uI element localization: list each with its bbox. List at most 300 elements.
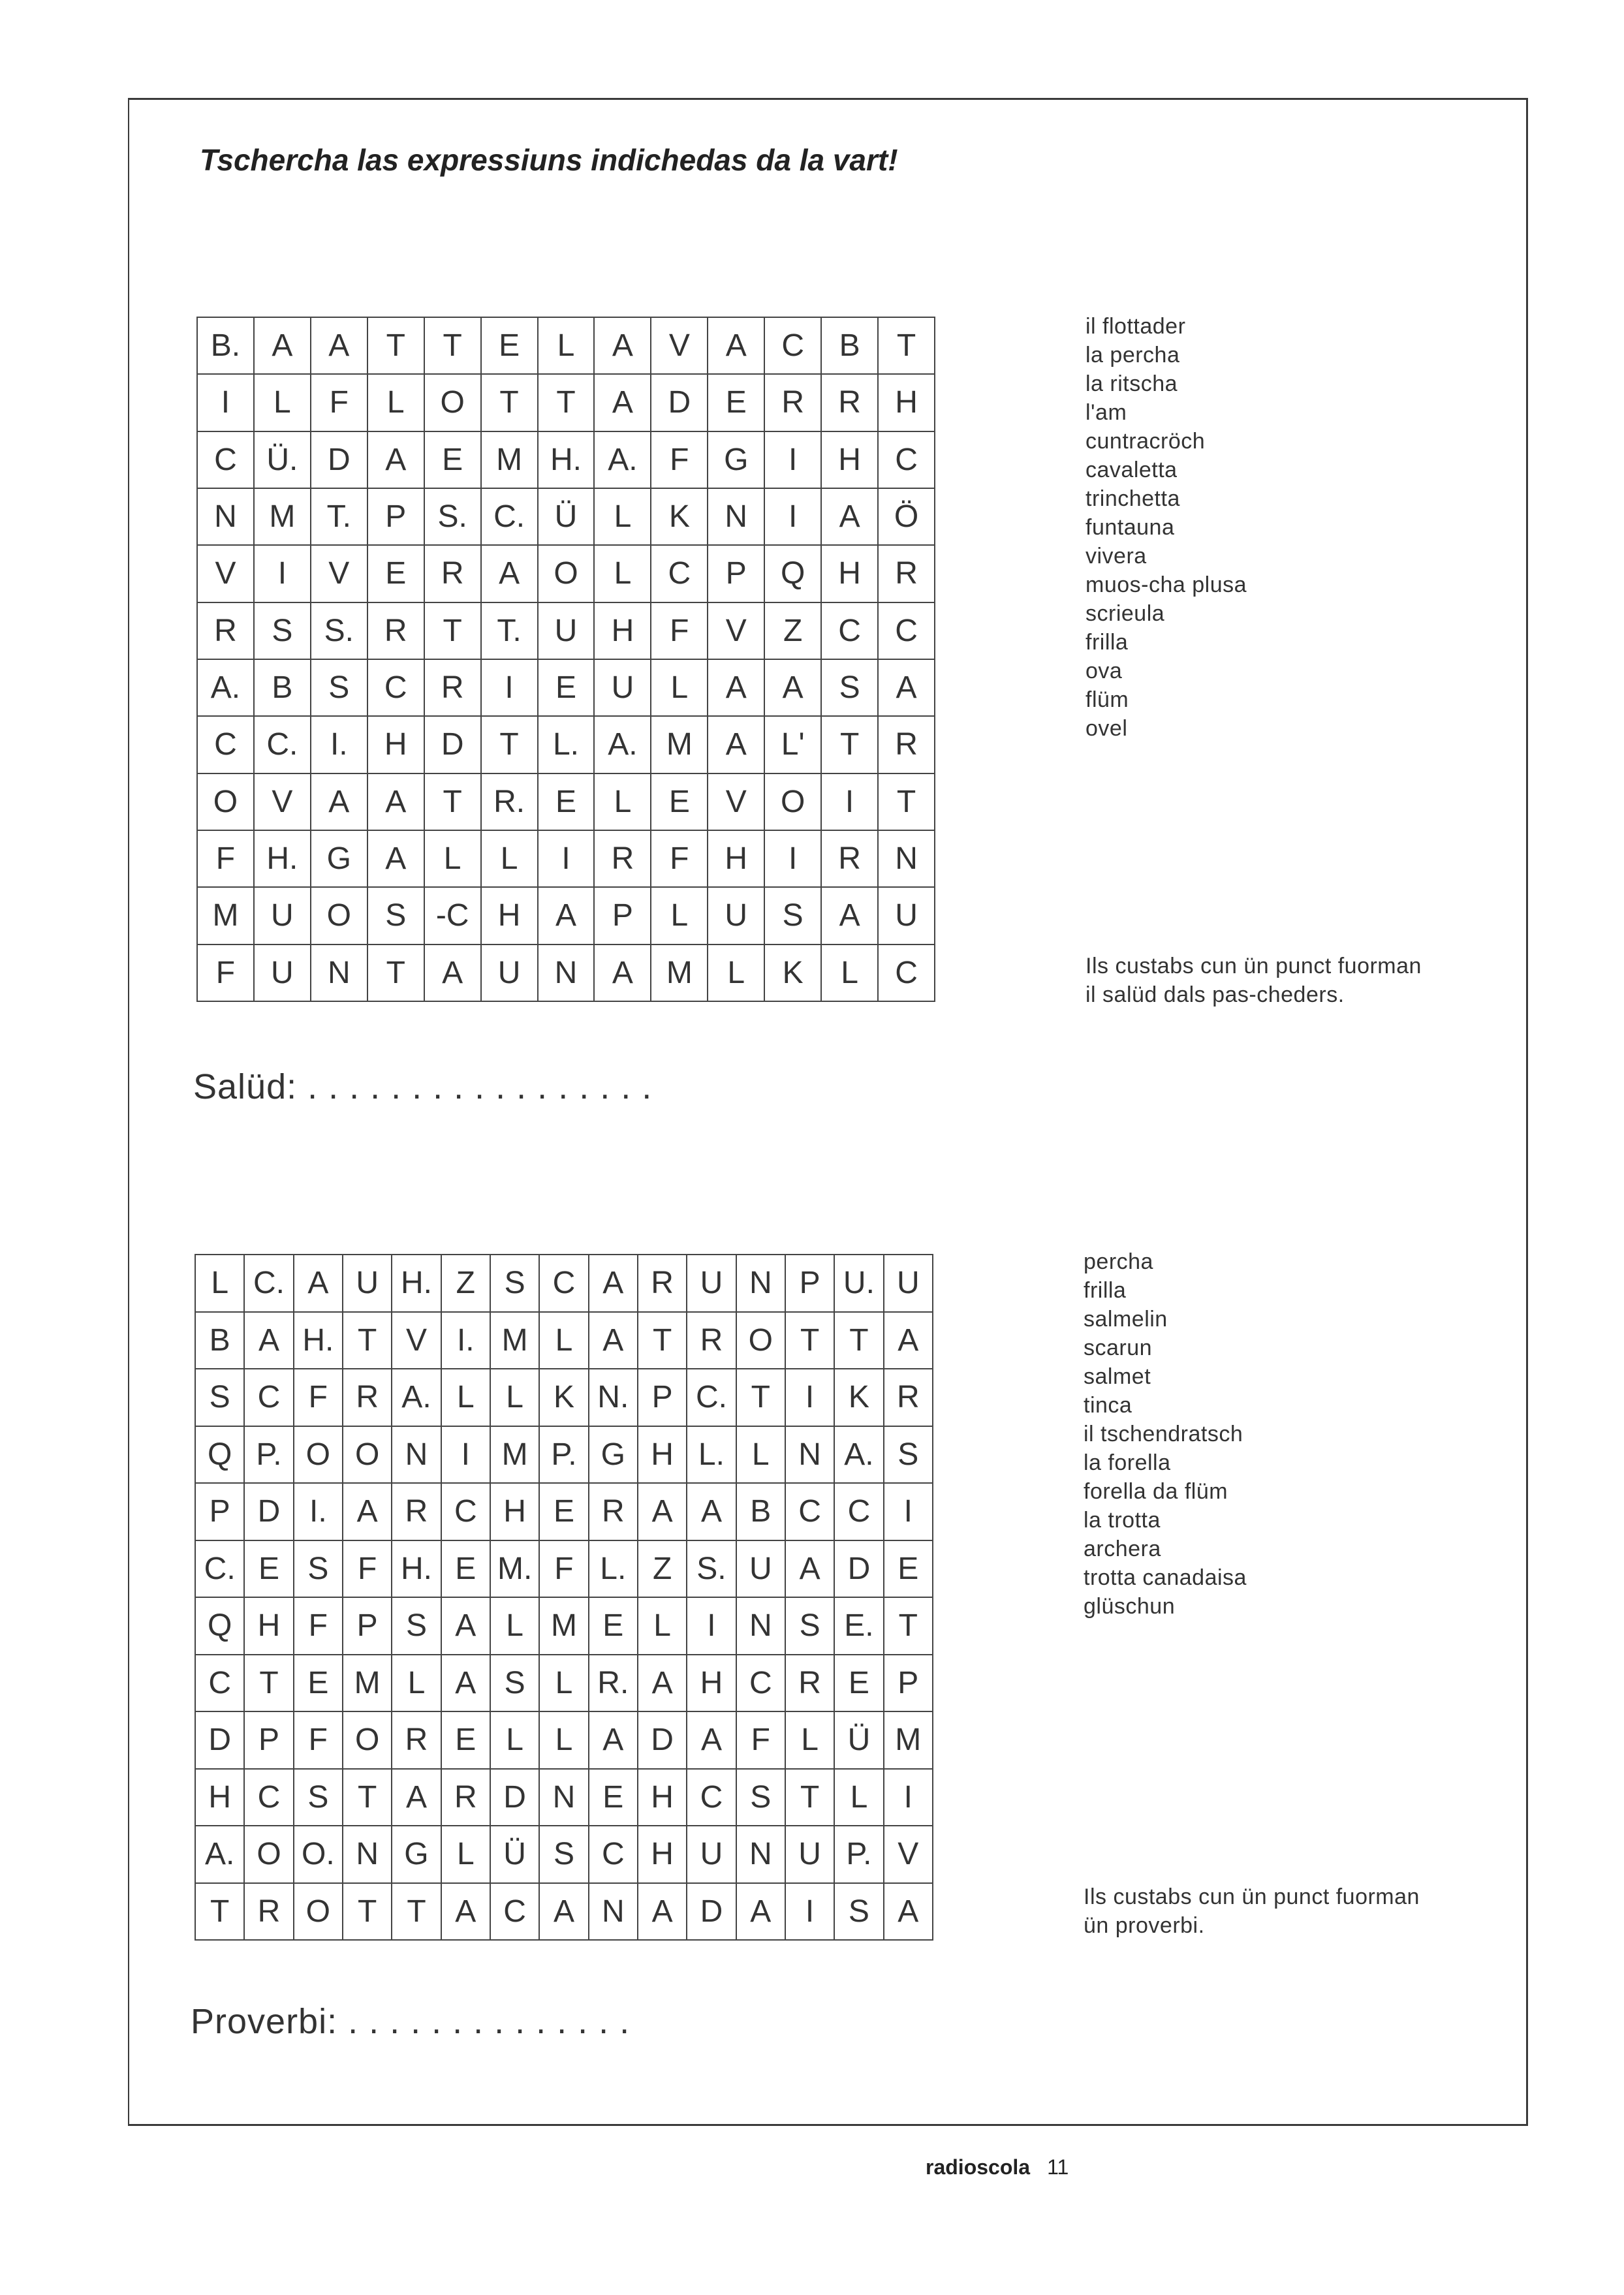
word-list-item: vivera	[1085, 544, 1147, 569]
grid-cell: A	[884, 1312, 933, 1369]
grid-cell: E	[441, 1540, 490, 1598]
grid-cell: Q	[764, 545, 821, 602]
grid-cell: S.	[687, 1540, 736, 1598]
grid-cell: Q	[195, 1426, 244, 1484]
grid-cell: N	[785, 1426, 834, 1484]
word-search-grid-1	[196, 317, 935, 1002]
grid-cell: I.	[441, 1312, 490, 1369]
grid-cell: O	[424, 374, 481, 431]
grid-cell: P	[785, 1255, 834, 1312]
grid-cell: E	[538, 773, 595, 830]
grid-cell: P	[884, 1655, 933, 1712]
grid-cell: E	[441, 1711, 490, 1769]
grid-cell: T	[878, 773, 935, 830]
grid-cell: C	[687, 1769, 736, 1826]
grid-cell: B	[195, 1312, 244, 1369]
grid-cell: L	[821, 945, 878, 1001]
grid-cell: E	[834, 1655, 883, 1712]
word-list-item: il flottader	[1085, 314, 1186, 339]
grid-cell: E	[884, 1540, 933, 1598]
grid-cell: U	[785, 1826, 834, 1883]
grid-cell: A	[638, 1655, 687, 1712]
grid-row	[195, 1540, 933, 1598]
grid-cell: R	[197, 602, 254, 659]
grid-cell: L	[481, 830, 538, 887]
grid-cell: S	[821, 659, 878, 716]
grid-cell: L	[539, 1711, 588, 1769]
grid-cell: S	[764, 887, 821, 944]
grid-cell: L	[785, 1711, 834, 1769]
word-list-item: l'am	[1085, 400, 1127, 425]
grid-cell: T	[424, 602, 481, 659]
grid-cell: L	[392, 1655, 441, 1712]
grid-cell: A	[294, 1255, 343, 1312]
grid-cell: C	[878, 945, 935, 1001]
grid-cell: R	[638, 1255, 687, 1312]
grid-cell: M	[490, 1426, 539, 1484]
grid-cell: L.	[589, 1540, 638, 1598]
grid-cell: M.	[490, 1540, 539, 1598]
instruction-note-1	[1085, 952, 1422, 1009]
grid-cell: A	[638, 1883, 687, 1941]
grid-cell: R	[821, 374, 878, 431]
word-list-item: muos-cha plusa	[1085, 572, 1247, 597]
grid-cell: S	[294, 1769, 343, 1826]
word-list-item: frilla	[1085, 630, 1129, 655]
grid-cell: H	[638, 1769, 687, 1826]
word-list-item: cuntracröch	[1085, 429, 1206, 454]
grid-cell: A	[884, 1883, 933, 1941]
grid-cell: B	[254, 659, 311, 716]
grid-cell: T	[638, 1312, 687, 1369]
word-list-item: flüm	[1085, 687, 1129, 712]
grid-cell: L	[594, 545, 651, 602]
word-search-grid-2	[195, 1254, 933, 1941]
grid-cell: A	[589, 1711, 638, 1769]
grid-cell: P	[244, 1711, 293, 1769]
grid-cell: L	[490, 1597, 539, 1655]
grid-cell: C	[490, 1883, 539, 1941]
grid-cell: L	[651, 659, 708, 716]
word-list-item: ova	[1085, 659, 1123, 683]
grid-cell: A	[367, 431, 424, 488]
grid-cell: A	[343, 1483, 392, 1540]
page-title: Tschercha las expressiuns indichedas da la vart!	[200, 143, 898, 177]
grid-cell: A	[311, 317, 367, 374]
grid-cell: D	[490, 1769, 539, 1826]
grid-cell: I	[441, 1426, 490, 1484]
grid-cell: N	[539, 1769, 588, 1826]
grid-row	[197, 602, 935, 659]
grid-cell: L	[367, 374, 424, 431]
grid-cell: S	[490, 1655, 539, 1712]
grid-cell: C	[764, 317, 821, 374]
grid-cell: S	[254, 602, 311, 659]
grid-row	[195, 1312, 933, 1369]
grid-cell: T	[424, 773, 481, 830]
grid-cell: Ü	[834, 1711, 883, 1769]
grid-cell: B.	[197, 317, 254, 374]
grid-row	[197, 317, 935, 374]
grid-cell: A	[594, 374, 651, 431]
grid-cell: L	[441, 1369, 490, 1426]
grid-cell: B	[821, 317, 878, 374]
grid-cell: A	[367, 830, 424, 887]
grid-cell: P	[708, 545, 764, 602]
grid-cell: N	[311, 945, 367, 1001]
grid-cell: A	[708, 659, 764, 716]
grid-cell: I.	[294, 1483, 343, 1540]
grid-cell: V	[884, 1826, 933, 1883]
word-list-1	[1085, 312, 1247, 743]
grid-cell: L.	[538, 716, 595, 773]
grid-cell: S.	[311, 602, 367, 659]
grid-cell: T	[785, 1312, 834, 1369]
footer-brand: radioscola	[926, 2155, 1031, 2179]
grid-row	[195, 1483, 933, 1540]
grid-cell: S	[785, 1597, 834, 1655]
grid-cell: U	[708, 887, 764, 944]
grid-cell: S	[490, 1255, 539, 1312]
grid-cell: U	[687, 1255, 736, 1312]
grid-cell: T	[878, 317, 935, 374]
grid-cell: E	[539, 1483, 588, 1540]
grid-cell: E	[367, 545, 424, 602]
word-list-item: glüschun	[1084, 1594, 1176, 1619]
grid-cell: Ü	[538, 488, 595, 545]
grid-cell: A.	[392, 1369, 441, 1426]
grid-cell: A	[481, 545, 538, 602]
grid-cell: T	[481, 374, 538, 431]
grid-cell: H	[638, 1826, 687, 1883]
grid-cell: S	[834, 1883, 883, 1941]
grid-cell: R	[441, 1769, 490, 1826]
grid-cell: C	[785, 1483, 834, 1540]
grid-cell: N	[538, 945, 595, 1001]
grid-cell: I	[481, 659, 538, 716]
grid-cell: E	[651, 773, 708, 830]
grid-cell: M	[884, 1711, 933, 1769]
grid-cell: E	[481, 317, 538, 374]
word-list-item: frilla	[1084, 1278, 1127, 1303]
grid-cell: T	[834, 1312, 883, 1369]
grid-cell: N	[708, 488, 764, 545]
word-list-item: la ritscha	[1085, 371, 1178, 396]
grid-cell: R	[424, 545, 481, 602]
grid-row	[197, 431, 935, 488]
grid-cell: A.	[594, 716, 651, 773]
grid-cell: G	[392, 1826, 441, 1883]
grid-cell: D	[651, 374, 708, 431]
answer-line-proverbi: Proverbi: . . . . . . . . . . . . . .	[191, 2002, 631, 2041]
grid-cell: T	[884, 1597, 933, 1655]
grid-cell: A	[708, 716, 764, 773]
grid-cell: S.	[424, 488, 481, 545]
grid-cell: S	[392, 1597, 441, 1655]
note-line: il salüd dals pas-cheders.	[1085, 982, 1345, 1007]
grid-cell: U	[481, 945, 538, 1001]
grid-cell: E	[244, 1540, 293, 1598]
grid-cell: A	[708, 317, 764, 374]
grid-cell: H	[821, 545, 878, 602]
grid-cell: D	[834, 1540, 883, 1598]
word-list-item: ovel	[1085, 716, 1128, 741]
grid-cell: C	[244, 1769, 293, 1826]
grid-cell: L	[834, 1769, 883, 1826]
grid-cell: Ü	[490, 1826, 539, 1883]
word-list-item: scrieula	[1085, 601, 1165, 626]
grid-cell: E	[424, 431, 481, 488]
grid-cell: A	[392, 1769, 441, 1826]
grid-cell: C	[197, 716, 254, 773]
grid-cell: C	[539, 1255, 588, 1312]
page-footer	[926, 2155, 1069, 2179]
grid-row	[197, 830, 935, 887]
grid-cell: U	[254, 945, 311, 1001]
grid-cell: L	[424, 830, 481, 887]
grid-cell: A	[764, 659, 821, 716]
grid-cell: A	[311, 773, 367, 830]
grid-cell: V	[254, 773, 311, 830]
word-list-item: trotta canadaisa	[1084, 1565, 1247, 1590]
grid-row	[195, 1883, 933, 1941]
word-list-item: la forella	[1084, 1450, 1171, 1475]
grid-cell: H	[367, 716, 424, 773]
grid-cell: L	[638, 1597, 687, 1655]
grid-cell: H	[638, 1426, 687, 1484]
grid-cell: O	[538, 545, 595, 602]
grid-cell: U	[687, 1826, 736, 1883]
grid-cell: N	[736, 1826, 785, 1883]
grid-cell: A	[244, 1312, 293, 1369]
grid-cell: U	[594, 659, 651, 716]
grid-cell: M	[481, 431, 538, 488]
grid-cell: F	[651, 830, 708, 887]
grid-cell: A	[687, 1483, 736, 1540]
grid-cell: G	[311, 830, 367, 887]
grid-cell: K	[651, 488, 708, 545]
grid-row	[197, 374, 935, 431]
grid-cell: N	[589, 1883, 638, 1941]
note-line: Ils custabs cun ün punct fuorman	[1085, 954, 1422, 978]
page-number: 11	[1047, 2155, 1069, 2179]
grid-cell: F	[311, 374, 367, 431]
grid-cell: N	[392, 1426, 441, 1484]
grid-cell: A	[367, 773, 424, 830]
grid-cell: T	[481, 716, 538, 773]
grid-cell: C	[736, 1655, 785, 1712]
grid-cell: O	[343, 1711, 392, 1769]
grid-cell: P	[638, 1369, 687, 1426]
grid-cell: E	[708, 374, 764, 431]
grid-cell: P.	[244, 1426, 293, 1484]
grid-cell: A.	[834, 1426, 883, 1484]
grid-cell: C	[244, 1369, 293, 1426]
grid-cell: V	[197, 545, 254, 602]
grid-cell: F	[197, 830, 254, 887]
grid-cell: U	[884, 1255, 933, 1312]
grid-cell: R	[244, 1883, 293, 1941]
grid-cell: A	[539, 1883, 588, 1941]
grid-cell: U.	[834, 1255, 883, 1312]
grid-cell: M	[343, 1655, 392, 1712]
grid-cell: V	[311, 545, 367, 602]
grid-cell: R.	[589, 1655, 638, 1712]
grid-cell: R.	[481, 773, 538, 830]
grid-cell: P.	[539, 1426, 588, 1484]
grid-row	[195, 1255, 933, 1312]
grid-row	[195, 1826, 933, 1883]
grid-cell: A	[821, 488, 878, 545]
grid-cell: M	[651, 716, 708, 773]
grid-cell: T	[367, 317, 424, 374]
grid-cell: O	[294, 1883, 343, 1941]
grid-cell: R	[594, 830, 651, 887]
grid-cell: P	[195, 1483, 244, 1540]
grid-cell: Ü.	[254, 431, 311, 488]
grid-cell: L	[594, 488, 651, 545]
grid-cell: D	[424, 716, 481, 773]
grid-cell: Z	[638, 1540, 687, 1598]
grid-cell: A	[594, 945, 651, 1001]
grid-cell: I	[254, 545, 311, 602]
grid-cell: V	[708, 773, 764, 830]
grid-cell: T.	[481, 602, 538, 659]
grid-cell: N.	[589, 1369, 638, 1426]
grid-cell: M	[651, 945, 708, 1001]
grid-cell: I	[884, 1769, 933, 1826]
grid-cell: Z	[764, 602, 821, 659]
grid-cell: B	[736, 1483, 785, 1540]
grid-cell: T	[736, 1369, 785, 1426]
grid-cell: L	[441, 1826, 490, 1883]
grid-cell: T	[343, 1312, 392, 1369]
word-list-item: funtauna	[1085, 515, 1175, 540]
grid-row	[197, 887, 935, 944]
grid-cell: V	[708, 602, 764, 659]
grid-cell: L.	[687, 1426, 736, 1484]
grid-cell: P	[367, 488, 424, 545]
grid-cell: L	[594, 773, 651, 830]
grid-cell: A.	[195, 1826, 244, 1883]
grid-cell: H	[708, 830, 764, 887]
grid-cell: S	[884, 1426, 933, 1484]
grid-cell: R	[343, 1369, 392, 1426]
grid-cell: -C	[424, 887, 481, 944]
word-list-item: salmelin	[1084, 1307, 1168, 1332]
grid-cell: N	[343, 1826, 392, 1883]
grid-cell: G	[708, 431, 764, 488]
note-line: Ils custabs cun ün punct fuorman	[1084, 1884, 1420, 1909]
grid-cell: I	[764, 488, 821, 545]
grid-cell: A	[254, 317, 311, 374]
grid-cell: A	[736, 1883, 785, 1941]
grid-cell: L	[708, 945, 764, 1001]
grid-cell: T	[244, 1655, 293, 1712]
grid-cell: T	[343, 1769, 392, 1826]
grid-cell: D	[687, 1883, 736, 1941]
grid-cell: I	[785, 1369, 834, 1426]
grid-cell: R	[424, 659, 481, 716]
grid-cell: F	[651, 602, 708, 659]
grid-cell: F	[651, 431, 708, 488]
grid-cell: A.	[594, 431, 651, 488]
grid-cell: U	[343, 1255, 392, 1312]
grid-cell: O	[343, 1426, 392, 1484]
word-list-item: salmet	[1084, 1364, 1151, 1389]
grid-cell: U	[878, 887, 935, 944]
grid-cell: N	[736, 1255, 785, 1312]
grid-row	[197, 716, 935, 773]
grid-cell: H	[687, 1655, 736, 1712]
grid-cell: D	[638, 1711, 687, 1769]
grid-cell: R	[878, 545, 935, 602]
grid-cell: D	[195, 1711, 244, 1769]
grid-cell: F	[294, 1369, 343, 1426]
grid-cell: C	[651, 545, 708, 602]
word-list-item: trinchetta	[1085, 486, 1180, 511]
grid-cell: N	[197, 488, 254, 545]
grid-cell: M	[490, 1312, 539, 1369]
grid-cell: C.	[687, 1369, 736, 1426]
grid-cell: R	[367, 602, 424, 659]
grid-cell: S	[367, 887, 424, 944]
grid-cell: H.	[538, 431, 595, 488]
grid-cell: O.	[294, 1826, 343, 1883]
grid-cell: I	[197, 374, 254, 431]
grid-cell: A	[687, 1711, 736, 1769]
note-line: ün proverbi.	[1084, 1913, 1205, 1938]
grid-cell: T	[367, 945, 424, 1001]
grid-cell: H	[490, 1483, 539, 1540]
grid-row	[197, 488, 935, 545]
grid-cell: H.	[294, 1312, 343, 1369]
grid-row	[195, 1426, 933, 1484]
grid-cell: A	[441, 1597, 490, 1655]
grid-cell: A	[441, 1655, 490, 1712]
grid-cell: H	[481, 887, 538, 944]
grid-cell: V	[392, 1312, 441, 1369]
grid-cell: C	[441, 1483, 490, 1540]
grid-cell: R	[764, 374, 821, 431]
grid-cell: F	[294, 1711, 343, 1769]
grid-cell: K	[834, 1369, 883, 1426]
grid-cell: T	[343, 1883, 392, 1941]
grid-cell: F	[294, 1597, 343, 1655]
grid-cell: L	[538, 317, 595, 374]
grid-cell: G	[589, 1426, 638, 1484]
grid-cell: H	[878, 374, 935, 431]
grid-cell: A	[878, 659, 935, 716]
grid-cell: E	[589, 1597, 638, 1655]
grid-cell: H	[594, 602, 651, 659]
grid-cell: T	[195, 1883, 244, 1941]
grid-cell: F	[539, 1540, 588, 1598]
grid-cell: C	[367, 659, 424, 716]
grid-cell: H.	[392, 1255, 441, 1312]
grid-row	[195, 1655, 933, 1712]
grid-cell: T	[821, 716, 878, 773]
grid-cell: R	[884, 1369, 933, 1426]
grid-row	[197, 945, 935, 1001]
grid-cell: T	[392, 1883, 441, 1941]
grid-cell: Ö	[878, 488, 935, 545]
grid-cell: K	[539, 1369, 588, 1426]
grid-cell: P	[343, 1597, 392, 1655]
grid-cell: A	[424, 945, 481, 1001]
grid-cell: O	[294, 1426, 343, 1484]
grid-cell: D	[311, 431, 367, 488]
